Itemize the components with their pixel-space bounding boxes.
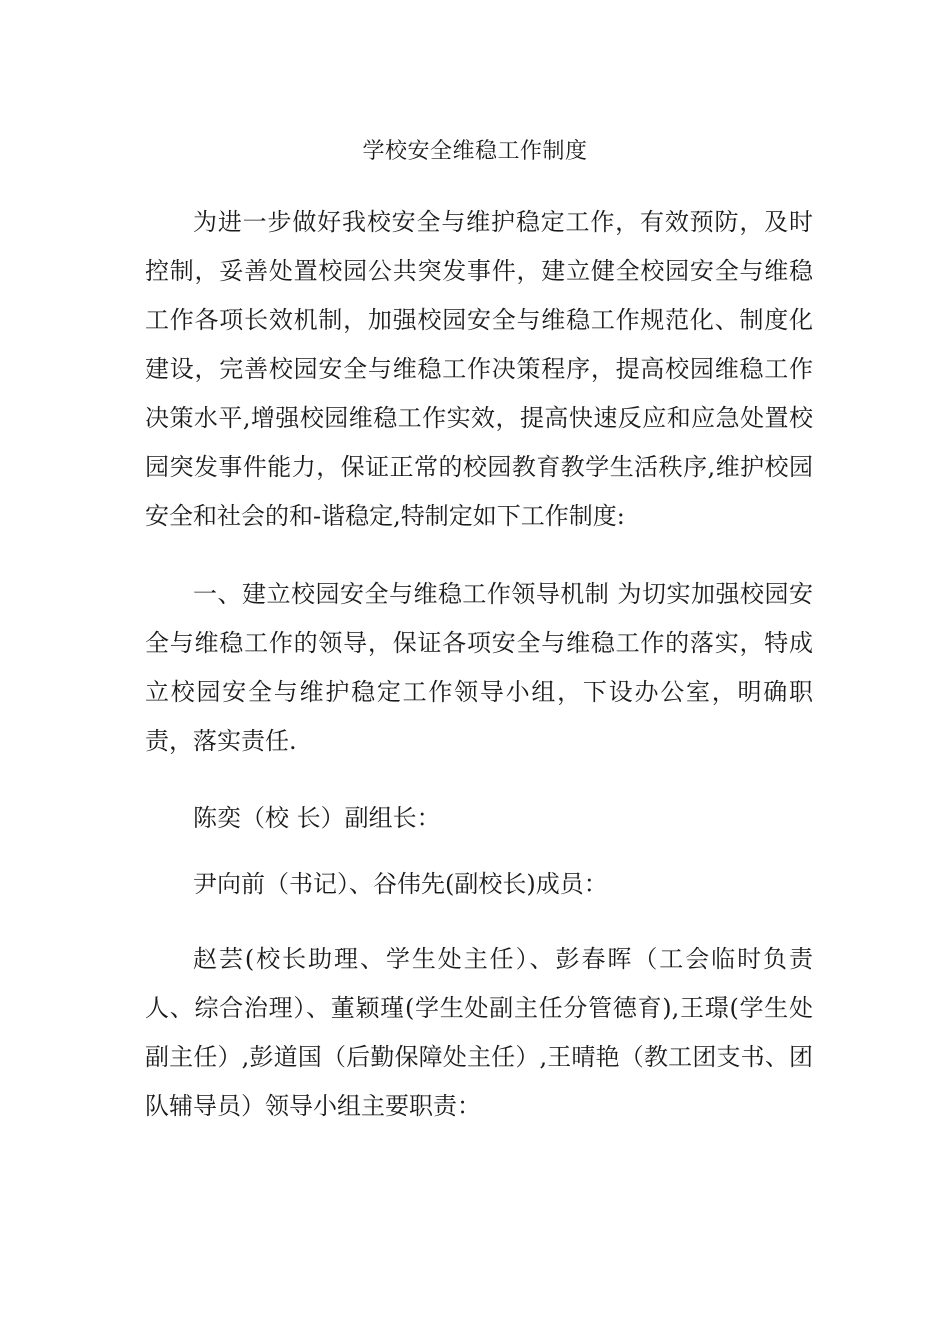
group-leader-line: 陈奕（校 长）副组长：	[193, 804, 441, 832]
document-title: 学校安全维稳工作制度	[362, 139, 588, 164]
members-paragraph: 赵芸(校长助理、学生处主任）、彭春晖（工会临时负责人、综合治理）、董颖瑾(学生处副主任分管德育),王璟(学生处副主任）,彭道国（后勤保障处主任）,王晴艳（教工团支书、团队辅导员）领导小组主要职责：	[145, 945, 813, 1120]
section-one-paragraph: 一、建立校园安全与维稳工作领导机制 为切实加强校园安全与维稳工作的领导，保证各项安全与维稳工作的落实，特成立校园安全与维护稳定工作领导小组，下设办公室，明确职责，落实责任.	[145, 580, 813, 755]
deputy-leader-line: 尹向前（书记）、谷伟先(副校长)成员：	[193, 870, 608, 898]
intro-paragraph: 为进一步做好我校安全与维护稳定工作，有效预防，及时控制，妥善处置校园公共突发事件，建立健全校园安全与维稳工作各项长效机制，加强校园安全与维稳工作规范化、制度化建设，完善校园安全与维稳工作决策程序，提高校园维稳工作决策水平,增强校园维稳工作实效，提高快速反应和应急处置校园突发事件能力，保证正常的校园教育教学生活秩序,维护校园安全和社会的和-谐稳定,特制定如下工作制度:	[145, 208, 813, 530]
